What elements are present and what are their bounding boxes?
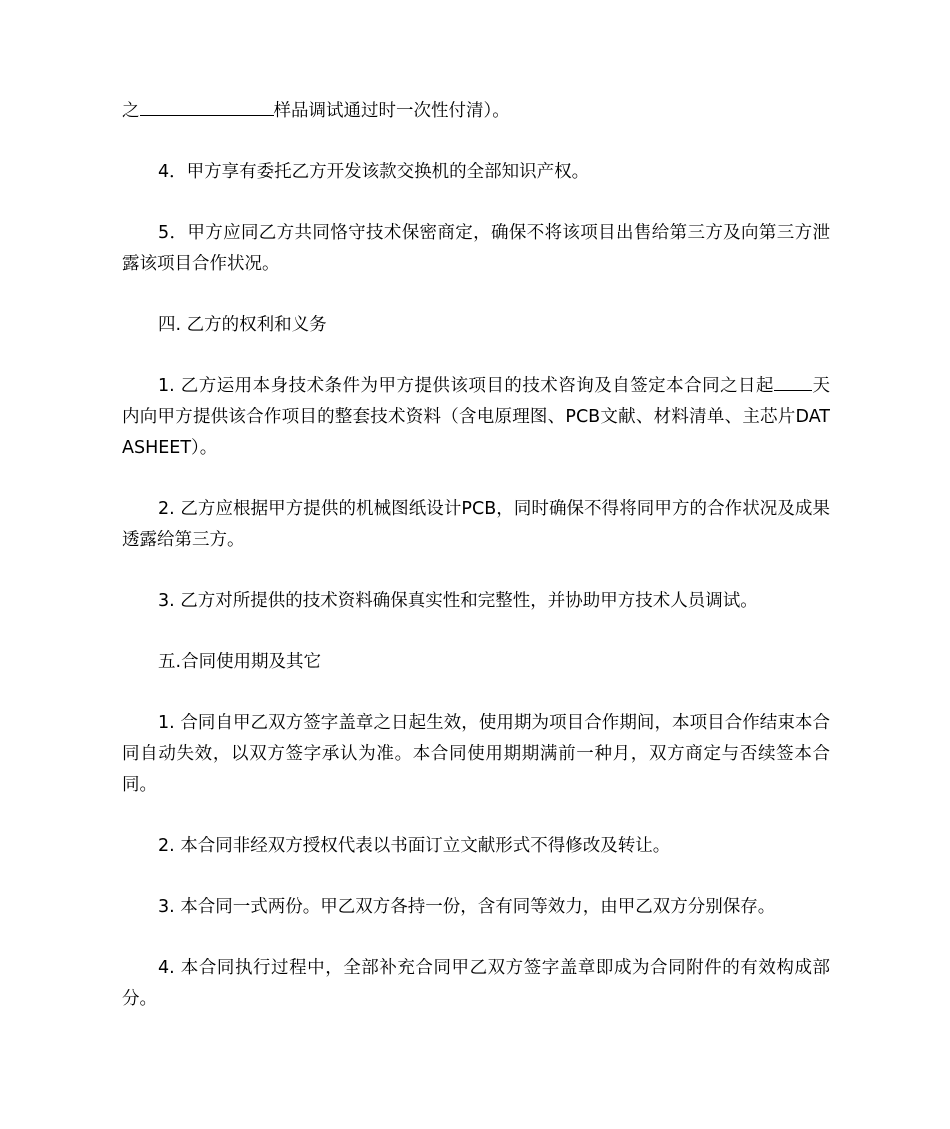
fill-in-blank-days <box>774 371 812 391</box>
text-fragment: 之 <box>122 101 140 121</box>
document-page <box>122 96 830 1045</box>
section-heading-5: 五.合同使用期及其它 <box>158 652 322 672</box>
paragraph-payment-continued <box>122 96 830 127</box>
clause-4-2: 2. 乙方应根据甲方提供的机械图纸设计PCB，同时确保不得将同甲方的合作状况及成果透露给第三方。 <box>122 499 830 550</box>
clause-3-5: 5．甲方应同乙方共同恪守技术保密商定，确保不将该项目出售给第三方及向第三方泄露该项目合作状况。 <box>122 223 830 274</box>
text-fragment: 样品调试通过时一次性付清）。 <box>273 101 510 121</box>
text-fragment: 1. 乙方运用本身技术条件为甲方提供该项目的技术咨询及自签定本合同之日起 <box>158 376 775 396</box>
clause-5-4: 4. 本合同执行过程中，全部补充合同甲乙双方签字盖章即成为合同附件的有效构成部分。 <box>122 958 830 1009</box>
clause-4-3: 3. 乙方对所提供的技术资料确保真实性和完整性，并协助甲方技术人员调试。 <box>158 591 758 611</box>
clause-5-3: 3. 本合同一式两份。甲乙双方各持一份，含有同等效力，由甲乙双方分别保存。 <box>158 897 776 917</box>
clause-4-1 <box>122 371 830 464</box>
clause-5-1: 1. 合同自甲乙双方签字盖章之日起生效，使用期为项目合作期间，本项目合作结束本合同自动失效，以双方签字承认为准。本合同使用期期满前一种月，双方商定与否续签本合同。 <box>122 713 830 795</box>
clause-5-2: 2. 本合同非经双方授权代表以书面订立文献形式不得修改及转让。 <box>158 836 671 856</box>
fill-in-blank <box>140 96 274 116</box>
section-heading-4: 四. 乙方的权利和义务 <box>158 315 327 335</box>
text-fragment: 天内向甲方提供该合作项目的整套技术资料（含电原理图、PCB文献、材料清单、主芯片DATASHEET）。 <box>122 376 830 458</box>
clause-3-4: 4．甲方享有委托乙方开发该款交换机的全部知识产权。 <box>158 162 590 182</box>
